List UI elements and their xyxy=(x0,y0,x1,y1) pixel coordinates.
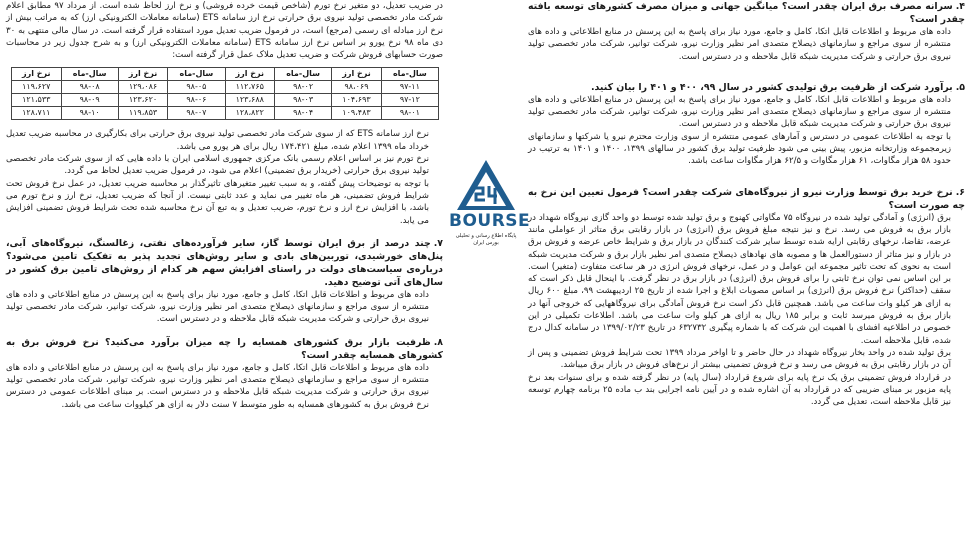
table-cell: ۱۲۸،۸۲۲ xyxy=(225,107,274,120)
question-5-number: ۵. xyxy=(955,81,965,93)
table-cell: ۹۸-۰۶ xyxy=(168,94,225,107)
answer-8: داده های مربوط و اطلاعات قابل اتکا، کامل و جامع، مورد نیاز برای پاسخ به این پرسش در منابع اطلاعاتی و داده های منتشره از سوی مراجع و سازمانهای ذیصلاح متصدی امر نظیر وزارت نیرو، شرکت توانیر، شرکت مادر تخصصی تولید نیروی برق حرارتی و شرکت مدیریت شبکه قابل ملاحظه و در دسترس است. بر مبنای اطلاعات عمومی در دسترس نرخ فروش برق به کشورهای همسایه به طور متوسط ۷ سنت دلار به ازای هر کیلووات ساعت می باشد. xyxy=(6,362,429,410)
table-cell: ۱۲۱،۵۳۳ xyxy=(12,94,62,107)
table-header: سال-ماه xyxy=(274,68,331,81)
table-cell: ۱۱۹،۶۲۷ xyxy=(12,81,62,94)
logo-subtitle: پایگاه اطلاع رسانی و تحلیلی بورس ایران xyxy=(455,233,517,246)
question-6-text: نرخ خرید برق توسط وزارت نیرو از نیروگاه‌های شرکت چقدر است؟ فرمول تعیین این نرخ به چه صورت است؟ xyxy=(528,186,965,211)
answer-6-part-3: در قرارداد فروش تضمینی برق یک نرخ پایه برای شروع قرارداد (سال پایه) در نظر گرفته شده و برای سنوات بعد نرخ پایه مزبور بر مبنای ضریبی که در قرارداد به آن اشاره شده و در آیین نامه اجرایی بند ب ماده ۲۵ برنامه چهارم توسعه نیز قابل ملاحظه است، تعدیل می گردد. xyxy=(528,372,951,408)
table-header: نرخ ارز xyxy=(12,68,62,81)
answer-5-part-1: داده های مربوط و اطلاعات قابل اتکا، کامل و جامع، مورد نیاز برای پاسخ به این پرسش در منابع اطلاعاتی و داده های منتشره از سوی مراجع و سازمانهای ذیصلاح متصدی امر نظیر وزارت نیرو، شرکت توانیر، شرکت مادر تخصصی تولید نیروی برق حرارتی و شرکت مدیریت شبکه قابل ملاحظه و در دسترس است. xyxy=(528,94,951,130)
exchange-rate-table xyxy=(11,67,439,120)
intro-paragraph: در ضریب تعدیل، دو متغیر نرخ تورم (شاخص قیمت خرده فروشی) و نرخ ارز لحاظ شده است. از مرداد ۹۷ مطابق اعلام شرکت مادر تخصصی تولید نیروی برق حرارتی نرخ ارز سامانه ETS (سامانه معاملات الکترونیکی ارز) که به مراتب بیش از نرخ ارز مبادله ای رسمی (مرجع) است، در فرمول ضریب تعدیل مورد استفاده قرار گرفته است. در سال مالی منتهی به ۳۰ دی ماه ۹۸ نرخ یورو بر اساس نرخ ارز سامانه ETS (سامانه معاملات الکترونیکی ارز) و به شرح جدول زیر در محاسبات صورت حسابهای فروش شرکت و ضریب تعدیل ملاک عمل قرار گرفته است: xyxy=(6,1,443,61)
question-8 xyxy=(6,336,443,362)
table-cell: ۹۸-۰۴ xyxy=(274,107,331,120)
table-cell: ۹۸-۰۸ xyxy=(61,81,118,94)
question-8-text: ظرفیت بازار برق کشورهای همسایه را چه میزان برآورد می‌کنید؟ نرخ فروش برق به کشورهای همسایه چقدر است؟ xyxy=(6,336,443,361)
table-cell: ۱۲۹،۰۸۶ xyxy=(118,81,167,94)
table-cell: ۱۲۸،۷۱۱ xyxy=(12,107,62,120)
table-cell: ۱۱۹،۸۵۳ xyxy=(118,107,167,120)
table-row xyxy=(12,94,439,107)
table-header: سال-ماه xyxy=(61,68,118,81)
table-row xyxy=(12,107,439,120)
adjustment-paragraph: با توجه به توضیحات پیش گفته، و به سبب تغییر متغیرهای تاثیرگذار بر محاسبه ضریب تعدیل، در عمل نرخ فروش تحت شرایط فروش تضمینی، هر ماه تغییر می نماید و عدد ثابتی نیست. از آنجا که ضریب تعدیل، نرخ ارز و نرخ تورم می باشد، با افزایش نرخ ارز و نرخ تورم، ضریب تعدیل و به تبع آن نرخ محاسبه شده تحت شرایط فروش تضمینی افزایش می یابد. xyxy=(6,178,429,226)
table-cell: ۱۰۹،۴۸۳ xyxy=(332,107,381,120)
question-7-text: چند درصد از برق ایران توسط گاز، سایر فرآورده‌های نفتی، زغالسنگ، نیروگاه‌های آبی، پنل‌های خورشیدی، توربین‌های بادی و سایر روش‌های تجدید پذیر به تفکیک تامین می‌شود؟ درباره‌ی سیاست‌های دولت در راستای افزایش سهم هر کدام از روش‌های تامین برق کشور در سال‌های آتی توضیح دهید. xyxy=(6,237,443,288)
table-header: نرخ ارز xyxy=(118,68,167,81)
table-cell: ۱۱۲،۷۶۵ xyxy=(225,81,274,94)
question-7-number: ۷. xyxy=(433,237,443,249)
table-cell: ۹۷-۱۱ xyxy=(381,81,438,94)
left-column xyxy=(6,0,443,411)
table-cell: ۹۸-۰۳ xyxy=(274,94,331,107)
question-5-text: برآورد شرکت از ظرفیت برق تولیدی کشور در سال ۹۹، ۴۰۰ و ۴۰۱ را بیان کنید. xyxy=(590,81,953,93)
table-cell: ۹۸-۱۰ xyxy=(61,107,118,120)
table-cell: ۹۸،۰۶۹ xyxy=(332,81,381,94)
table-cell: ۹۸-۰۹ xyxy=(61,94,118,107)
table-cell: ۹۸-۰۷ xyxy=(168,107,225,120)
table-header: نرخ ارز xyxy=(225,68,274,81)
question-8-number: ۸. xyxy=(433,336,443,348)
table-header: سال-ماه xyxy=(168,68,225,81)
answer-6-part-2: برق تولید شده در واحد بخار نیروگاه شهداد در حال حاضر و تا اواخر مرداد ۱۳۹۹ تحت شرایط فروش تضمینی و پس از آن در بازار رقابتی برق به فروش می رسد و نرخ فروش تضمینی بیشتر از نرخ‌های فروش در بازار برق میباشد. xyxy=(528,347,951,371)
inflation-paragraph: نرخ تورم نیز بر اساس اعلام رسمی بانک مرکزی جمهوری اسلامی ایران با داده هایی که از سوی شرکت مادر تخصصی تولید نیروی برق حرارتی (خریدار برق تضمینی) اعلام می شود، در فرمول ضریب تعدیل لحاظ می گردد. xyxy=(6,154,429,177)
table-cell: ۹۸-۰۵ xyxy=(168,81,225,94)
answer-5-part-2: با توجه به اطلاعات عمومی در دسترس و آمارهای عمومی منتشره از سوی وزارت محترم نیرو یا شرکتها و سازمانهای زیرمجموعه وزارتخانه مزبور، پیش بینی می شود ظرفیت تولید برق کشور در سالهای ۱۳۹۹، ۱۴۰۰ و ۱۴۰۱ به ترتیب در حدود ۵۸ هزار مگاوات، ۶۱ هزار مگاوات و ۶۲/۵ هزار مگاوات ساعت باشد. xyxy=(528,131,951,167)
answer-7: داده های مربوط و اطلاعات قابل اتکا، کامل و جامع، مورد نیاز برای پاسخ به این پرسش در منابع اطلاعاتی و داده های منتشره از سوی مراجع و سازمانهای ذیصلاح متصدی امر نظیر وزارت نیرو، شرکت توانیر، شرکت مادر تخصصی تولید نیروی برق حرارتی و شرکت مدیریت شبکه قابل ملاحظه و در دسترس است. xyxy=(6,289,429,325)
right-column xyxy=(528,0,965,408)
table-header: سال-ماه xyxy=(381,68,438,81)
table-cell: ۱۲۳،۶۸۸ xyxy=(225,94,274,107)
question-6-number: ۶. xyxy=(955,186,965,198)
table-cell: ۱۲۳،۶۲۰ xyxy=(118,94,167,107)
table-cell: ۱۰۴،۶۹۳ xyxy=(332,94,381,107)
table-row xyxy=(12,81,439,94)
question-7 xyxy=(6,237,443,289)
answer-4: داده های مربوط و اطلاعات قابل اتکا، کامل و جامع، مورد نیاز برای پاسخ به این پرسش در منابع اطلاعاتی و داده های منتشره از سوی مراجع و سازمانهای ذیصلاح متصدی امر نظیر وزارت نیرو، شرکت توانیر، شرکت مادر تخصصی تولید نیروی برق حرارتی و شرکت مدیریت شبکه قابل ملاحظه و در دسترس است. xyxy=(528,27,951,62)
question-5 xyxy=(528,81,965,94)
table-cell: ۹۷-۱۲ xyxy=(381,94,438,107)
answer-6-part-1: برق (انرژی) و آمادگی تولید شده در نیروگاه ۷۵ مگاواتی کهنوج و برق تولید شده توسط دو واحد گازی نیروگاه شهداد در بازار برق به فروش می رسد. نرخ و نیز نتیجه مبلغ فروش برق (انرژی) در بازار رقابتی برق متاثر از عواملی مانند عرضه، تقاضا، نرخهای رقابتی ارایه شده توسط سایر شرکت کنندگان در بازار برق و شرایط خاص عرضه و فروش برق در بازار و نیز متاثر از دستورالعمل ها و مصوبه های نهادهای ذیصلاح متصدی امر نظیر بازار برق و شرکت مدیریت شبکه است به نحوی که تحت تاثیر مجموعه این عوامل و در عمل، نرخهای فروش انرژی در هر ساعت متفاوت (متغیر) است. بر این اساس نمی توان نرخ ثابتی را برای فروش برق (انرژی) در بازار برق در نظر گرفت. با اینحال قابل ذکر است که سقف (حداکثر) نرخ فروش برق (انرژی) بر اساس مصوبات ابلاغ و اجرا شده از تاریخ ۲۵ اردیبهشت ۹۹، مبلغ ۶۰۰ ریال به ازای هر کیلو وات ساعت می باشد. همچنین قابل ذکر است نرخ فروش آمادگی برای نیروگاههایی که خروجی آنها در بازار برق به فروش میرسد ثابت و برابر ۱۸۵ ریال به ازای هر کیلو وات ساعت می باشد. اطلاعات تکمیلی در این خصوص در اطلاعیه افشای با اهمیت این شرکت که با شماره پیگیری ۶۳۲۷۳۲ در تاریخ ۱۳۹۹/۰۲/۲۳ در سامانه کدال درج شده، قابل ملاحظه است. xyxy=(528,212,951,346)
table-header: نرخ ارز xyxy=(332,68,381,81)
bourse-logo-icon xyxy=(449,158,523,214)
table-cell: ۹۸-۰۲ xyxy=(274,81,331,94)
table-cell: ۹۸-۰۱ xyxy=(381,107,438,120)
logo-wordmark: BOURSE xyxy=(449,211,531,231)
table-header-row xyxy=(12,68,439,81)
ets-rate-paragraph: نرخ ارز سامانه ETS که از سوی شرکت مادر تخصصی تولید نیروی برق حرارتی برای بکارگیری در محاسبه ضریب تعدیل خرداد ماه ۱۳۹۹ اعلام شده، مبلغ ۱۷۴،۴۲۱ ریال برای هر یورو می باشد. xyxy=(6,129,429,152)
question-4-text: سرانه مصرف برق ایران چقدر است؟ میانگین جهانی و میزان مصرف کشورهای توسعه یافته چقدر است؟ xyxy=(528,1,965,25)
question-6 xyxy=(528,186,965,212)
question-4 xyxy=(528,0,965,26)
bourse-logo xyxy=(449,158,531,248)
question-4-number: ۴. xyxy=(955,1,965,12)
